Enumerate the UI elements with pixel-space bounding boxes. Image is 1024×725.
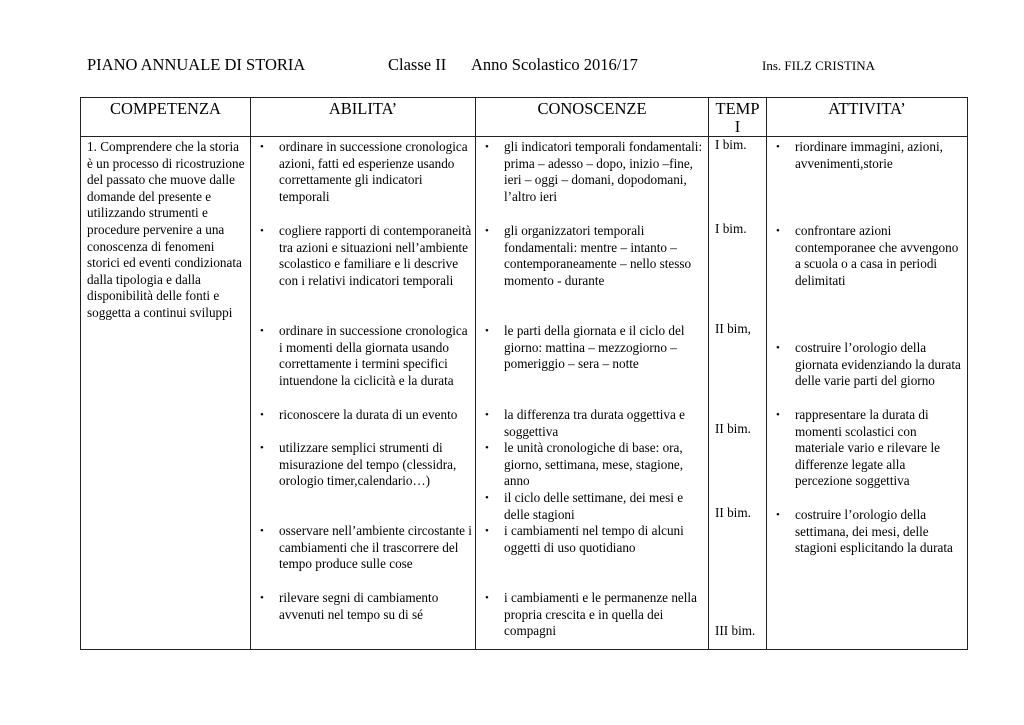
bullet-icon: •	[485, 525, 489, 537]
tempi-item: III bim.	[715, 623, 756, 638]
abilita-item	[251, 590, 473, 623]
conoscenze-item	[476, 223, 706, 289]
conoscenze-item-text: i cambiamenti e le permanenze nella propria crescita e in quella dei compagni	[504, 590, 697, 639]
attivita-item	[767, 139, 965, 172]
plan-table	[80, 97, 968, 650]
bullet-icon: •	[776, 509, 780, 521]
bullet-icon: •	[485, 492, 489, 504]
attivita-item-text: costruire l’orologio della settimana, dei mesi, delle stagioni esplicitando la durata	[795, 507, 953, 556]
bullet-icon: •	[260, 525, 264, 537]
bullet-icon: •	[485, 442, 489, 454]
abilita-item-text: rilevare segni di cambiamento avvenuti nel tempo su di sé	[279, 590, 439, 622]
bullet-icon: •	[485, 409, 489, 421]
abilita-list	[251, 137, 475, 649]
tempi-list	[709, 137, 766, 649]
attivita-item	[767, 340, 965, 390]
attivita-item-text: riordinare immagini, azioni, avvenimenti,storie	[795, 139, 943, 171]
tempi-item: I bim.	[715, 137, 747, 152]
conoscenze-item-text: gli organizzatori temporali fondamentali: mentre – intanto – contemporaneamente – nello stesso momento - durante	[504, 223, 692, 288]
abilita-item	[251, 523, 473, 573]
header-tempi-label: TEMPI	[715, 99, 760, 136]
conoscenze-item-text: la differenza tra durata oggettiva e soggettiva	[504, 407, 685, 439]
document-header	[87, 55, 907, 79]
attivita-item	[767, 223, 965, 289]
attivita-item	[767, 507, 965, 557]
attivita-list	[767, 137, 967, 649]
tempi-item: II bim.	[715, 505, 751, 520]
bullet-icon: •	[260, 225, 264, 237]
abilita-item-text: utilizzare semplici strumenti di misurazione del tempo (clessidra, orologio timer,calendario…)	[279, 440, 457, 489]
abilita-item-text: riconoscere la durata di un evento	[279, 407, 458, 422]
tempi-item: I bim.	[715, 221, 747, 236]
bullet-icon: •	[776, 225, 780, 237]
attivita-item	[767, 407, 965, 490]
bullet-icon: •	[260, 325, 264, 337]
bullet-icon: •	[485, 325, 489, 337]
bullet-icon: •	[260, 592, 264, 604]
conoscenze-list	[476, 137, 708, 649]
tempi-item: II bim.	[715, 421, 751, 436]
abilita-item-text: ordinare in successione cronologica i momenti della giornata usando correttamente i termini specifici intuendone la ciclicità e la durata	[279, 323, 468, 388]
school-year-label: Anno Scolastico 2016/17	[471, 55, 638, 74]
attivita-item-text: rappresentare la durata di momenti scolastici con materiale vario e rilevare le differenze legate alla percezione soggettiva	[795, 407, 940, 489]
header-tempi	[709, 98, 767, 137]
competenza-cell	[81, 137, 251, 650]
abilita-item	[251, 407, 473, 424]
plan-title: PIANO ANNUALE DI STORIA	[87, 55, 306, 74]
class-label: Classe II	[388, 55, 447, 74]
conoscenze-item-text: gli indicatori temporali fondamentali: prima – adesso – dopo, inizio –fine, ieri – oggi – domani, dopodomani, l’altro ieri	[504, 139, 703, 204]
bullet-icon: •	[485, 141, 489, 153]
conoscenze-item	[476, 590, 706, 640]
conoscenze-item	[476, 523, 706, 556]
conoscenze-item	[476, 323, 706, 373]
abilita-item-text: cogliere rapporti di contemporaneità tra azioni e situazioni nell’ambiente scolastico e familiare e li descrive con i relativi indicatori temporali	[279, 223, 472, 288]
table-header-row	[81, 98, 968, 137]
table-row	[81, 137, 968, 650]
conoscenze-item	[476, 407, 706, 440]
abilita-item	[251, 223, 473, 289]
tempi-item: II bim,	[715, 321, 751, 336]
bullet-icon: •	[776, 342, 780, 354]
conoscenze-item-text: le parti della giornata e il ciclo del giorno: mattina – mezzogiorno – pomeriggio – sera – notte	[504, 323, 685, 372]
tempi-cell	[709, 137, 767, 650]
bullet-icon: •	[776, 409, 780, 421]
header-competenza: COMPETENZA	[81, 98, 251, 137]
bullet-icon: •	[260, 442, 264, 454]
bullet-icon: •	[260, 409, 264, 421]
conoscenze-item-text: il ciclo delle settimane, dei mesi e delle stagioni	[504, 490, 684, 522]
attivita-item-text: costruire l’orologio della giornata evidenziando la durata delle varie parti del giorno	[795, 340, 961, 389]
bullet-icon: •	[485, 592, 489, 604]
abilita-item-text: ordinare in successione cronologica azioni, fatti ed esperienze usando correttamente gli indicatori temporali	[279, 139, 468, 204]
header-attivita: ATTIVITA’	[767, 98, 968, 137]
abilita-item-text: osservare nell’ambiente circostante i cambiamenti che il trascorrere del tempo produce sulle cose	[279, 523, 472, 572]
conoscenze-item-text: i cambiamenti nel tempo di alcuni oggetti di uso quotidiano	[504, 523, 684, 555]
conoscenze-item	[476, 440, 706, 490]
abilita-item	[251, 440, 473, 490]
competenza-text: 1. Comprendere che la storia è un processo di ricostruzione del passato che muove dalle domande del presente e utilizzando strumenti e procedure pervenire a una conoscenza di fenomeni storici ed eventi condizionata dalla tipologia e dalla disponibilità delle fonti e soggetta a continui sviluppi	[87, 139, 245, 320]
conoscenze-item	[476, 139, 706, 205]
header-abilita: ABILITA’	[251, 98, 476, 137]
attivita-cell	[767, 137, 968, 650]
bullet-icon: •	[260, 141, 264, 153]
header-conoscenze: CONOSCENZE	[476, 98, 709, 137]
attivita-item-text: confrontare azioni contemporanee che avvengono a scuola o a casa in periodi delimitati	[795, 223, 959, 288]
bullet-icon: •	[776, 141, 780, 153]
conoscenze-cell	[476, 137, 709, 650]
abilita-item	[251, 323, 473, 389]
conoscenze-item-text: le unità cronologiche di base: ora, giorno, settimana, mese, stagione, anno	[504, 440, 684, 489]
abilita-cell	[251, 137, 476, 650]
conoscenze-item	[476, 490, 706, 523]
teacher-label: Ins. FILZ CRISTINA	[762, 58, 876, 73]
abilita-item	[251, 139, 473, 205]
bullet-icon: •	[485, 225, 489, 237]
